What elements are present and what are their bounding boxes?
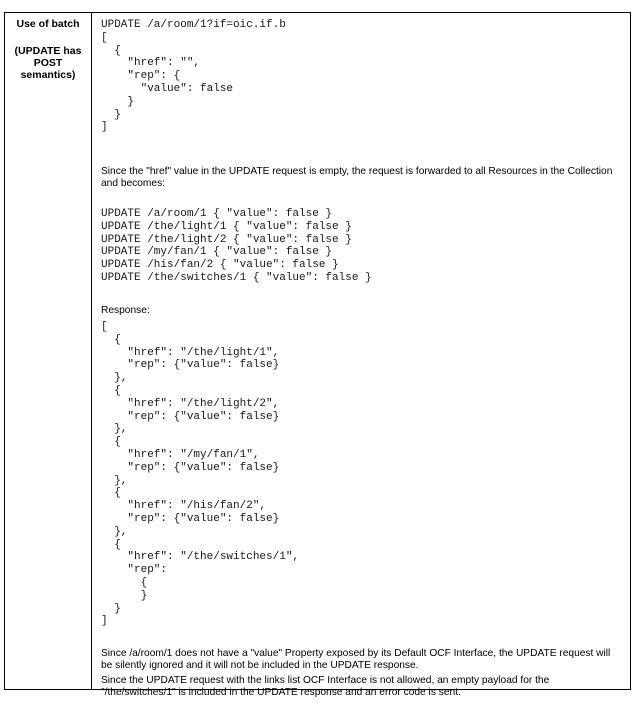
row-header-title: Use of batch xyxy=(16,18,80,30)
update-request-code: UPDATE /a/room/1?if=oic.if.b [ { "href": "", "rep": { "value": false } } ] xyxy=(101,19,286,134)
forward-explanation: Since the "href" value in the UPDATE request is empty, the request is forwarded to all Resources in the Collection and becomes: xyxy=(101,166,613,189)
response-code: [ { "href": "/the/light/1", "rep": {"value": false} }, { "href": "/the/light/2", "rep": {"value": false} }, { "href": "/my/fan/1", "rep": {"value": false} }, { "href": "/his/fan/2", "rep": {"value": false} }, { "href": "/the/switches/1", "rep": { } } ] xyxy=(101,321,300,628)
batch-example-table xyxy=(4,12,631,698)
row-header-note: (UPDATE has POST semantics) xyxy=(14,45,82,81)
response-label: Response: xyxy=(101,305,150,316)
ignored-update-note: Since /a/room/1 does not have a "value" Property exposed by its Default OCF Interface, the UPDATE request will be silently ignored and it will not be included in the UPDATE response. xyxy=(101,648,611,671)
error-code-note: Since the UPDATE request with the links list OCF Interface is not allowed, an empty payload for the "/the/switches/1" is included in the UPDATE response and an error code is sent. xyxy=(101,675,550,698)
row-header-cell xyxy=(5,13,91,81)
content-cell xyxy=(92,13,630,698)
forwarded-requests-code: UPDATE /a/room/1 { "value": false } UPDATE /the/light/1 { "value": false } UPDATE /the/light/2 { "value": false } UPDATE /my/fan/1 { "value": false } UPDATE /his/fan/2 { "value": false } UPDATE /the/switches/1 { "value": false } xyxy=(101,208,372,284)
